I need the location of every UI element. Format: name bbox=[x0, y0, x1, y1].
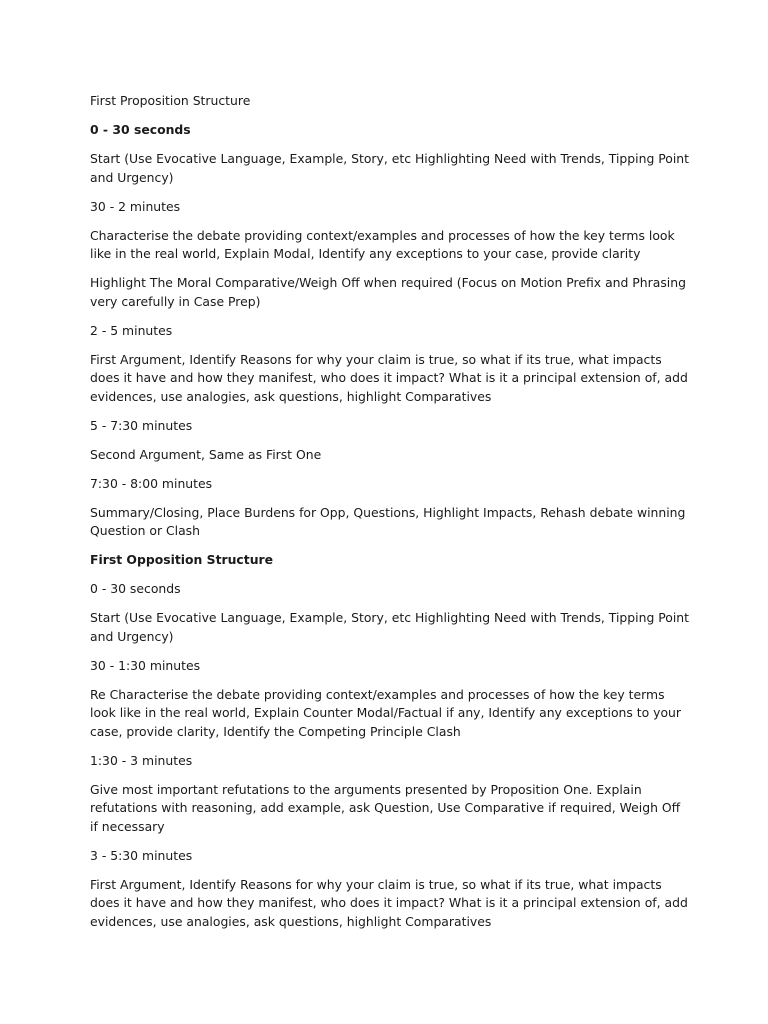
section-time-heading: 7:30 - 8:00 minutes bbox=[90, 475, 213, 491]
document-title: First Proposition Structure bbox=[90, 93, 251, 108]
section-time-heading: 2 - 5 minutes bbox=[90, 322, 173, 338]
paragraph: Highlight The Moral Comparative/Weigh Off when required (Focus on Motion Prefix and Phrasing very carefully in Case Prep) bbox=[90, 275, 686, 309]
section-title: First Opposition Structure bbox=[90, 552, 274, 567]
section-time-heading: 0 - 30 seconds bbox=[90, 122, 191, 137]
paragraph: First Argument, Identify Reasons for why your claim is true, so what if its true, what impacts does it have and how they manifest, who does it impact? What is it a principal extension of, add evidences, use analogies, ask questions, highlight Comparatives bbox=[90, 351, 688, 404]
section-time-heading: 0 - 30 seconds bbox=[90, 581, 181, 596]
section-time-heading: 30 - 1:30 minutes bbox=[90, 657, 201, 673]
paragraph: Start (Use Evocative Language, Example, Story, etc Highlighting Need with Trends, Tipping Point and Urgency) bbox=[90, 610, 690, 644]
paragraph: Re Characterise the debate providing context/examples and processes of how the key terms look like in the real world, Explain Counter Modal/Factual if any, Identify any exceptions to your case, provide clarity, Identify the Competing Principle Clash bbox=[90, 686, 682, 739]
paragraph: First Argument, Identify Reasons for why your claim is true, so what if its true, what impacts does it have and how they manifest, who does it impact? What is it a principal extension of, add evidences, use analogies, ask questions, highlight Comparatives bbox=[90, 876, 688, 929]
paragraph: Second Argument, Same as First One bbox=[90, 446, 322, 462]
paragraph: Start (Use Evocative Language, Example, Story, etc Highlighting Need with Trends, Tipping Point and Urgency) bbox=[90, 151, 690, 185]
paragraph: Characterise the debate providing context/examples and processes of how the key terms look like in the real world, Explain Modal, Identify any exceptions to your case, provide clarity bbox=[90, 227, 675, 261]
paragraph: Summary/Closing, Place Burdens for Opp, Questions, Highlight Impacts, Rehash debate winning Question or Clash bbox=[90, 504, 686, 538]
section-time-heading: 3 - 5:30 minutes bbox=[90, 847, 193, 863]
section-time-heading: 30 - 2 minutes bbox=[90, 198, 181, 214]
paragraph: Give most important refutations to the arguments presented by Proposition One. Explain refutations with reasoning, add example, ask Question, Use Comparative if required, Weigh Off if necessary bbox=[90, 781, 681, 834]
section-time-heading: 5 - 7:30 minutes bbox=[90, 417, 193, 433]
section-time-heading: 1:30 - 3 minutes bbox=[90, 752, 193, 768]
document-page bbox=[90, 92, 690, 942]
